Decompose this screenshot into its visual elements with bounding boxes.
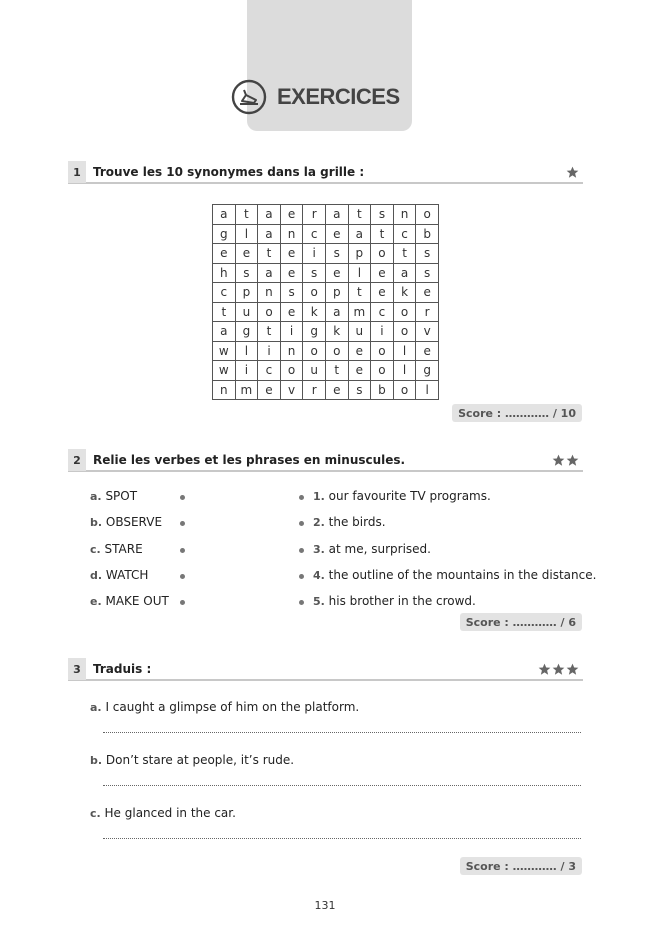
translation-sentence: [90, 700, 359, 714]
item-letter: a.: [90, 701, 102, 714]
grid-cell[interactable]: i: [371, 322, 394, 342]
verb: OBSERVE: [105, 515, 163, 529]
match-dot-left[interactable]: [180, 548, 185, 553]
grid-cell[interactable]: e: [325, 380, 348, 400]
match-left-item: [90, 542, 143, 556]
difficulty-stars: [566, 166, 579, 180]
grid-cell[interactable]: s: [235, 263, 258, 283]
grid-cell[interactable]: g: [235, 322, 258, 342]
grid-cell[interactable]: c: [213, 283, 236, 303]
grid-cell[interactable]: l: [416, 380, 439, 400]
grid-cell[interactable]: b: [371, 380, 394, 400]
grid-cell[interactable]: o: [280, 361, 303, 381]
item-letter: e.: [90, 595, 102, 608]
match-left-item: [90, 568, 148, 582]
grid-cell[interactable]: o: [371, 244, 394, 264]
match-left-item: [90, 489, 137, 503]
answer-line[interactable]: [103, 732, 581, 733]
grid-cell[interactable]: e: [280, 302, 303, 322]
verb: STARE: [104, 542, 143, 556]
grid-cell[interactable]: o: [303, 283, 326, 303]
grid-cell[interactable]: n: [280, 224, 303, 244]
grid-cell[interactable]: e: [280, 205, 303, 225]
grid-cell[interactable]: w: [213, 361, 236, 381]
phrase: our favourite TV programs.: [328, 489, 491, 503]
grid-cell[interactable]: c: [303, 224, 326, 244]
section-number: 2: [68, 449, 86, 471]
match-right-item: [313, 489, 491, 503]
page-title: EXERCICES: [277, 84, 400, 109]
grid-cell[interactable]: t: [348, 283, 371, 303]
score-box: Score : ………… / 6: [460, 613, 582, 631]
grid-cell[interactable]: a: [348, 224, 371, 244]
section-number: 3: [68, 658, 86, 680]
grid-cell[interactable]: u: [303, 361, 326, 381]
grid-row: [213, 263, 439, 283]
page-number: 131: [314, 899, 336, 912]
grid-cell[interactable]: e: [348, 341, 371, 361]
grid-cell[interactable]: k: [393, 283, 416, 303]
item-letter: c.: [90, 543, 101, 556]
grid-cell[interactable]: m: [235, 380, 258, 400]
match-dot-left[interactable]: [180, 600, 185, 605]
match-dot-left[interactable]: [180, 521, 185, 526]
pencil-writing-icon: [231, 79, 267, 115]
grid-row: [213, 341, 439, 361]
match-right-item: [313, 542, 431, 556]
grid-cell[interactable]: a: [393, 263, 416, 283]
grid-cell[interactable]: n: [213, 380, 236, 400]
item-letter: d.: [90, 569, 103, 582]
match-dot-right[interactable]: [299, 548, 304, 553]
match-left-item: [90, 515, 162, 529]
grid-cell[interactable]: t: [348, 205, 371, 225]
grid-cell[interactable]: g: [416, 361, 439, 381]
grid-cell[interactable]: t: [235, 205, 258, 225]
item-letter: b.: [90, 754, 103, 767]
grid-cell[interactable]: e: [213, 244, 236, 264]
grid-cell[interactable]: o: [393, 380, 416, 400]
grid-cell[interactable]: o: [258, 302, 281, 322]
grid-cell[interactable]: t: [325, 361, 348, 381]
grid-cell[interactable]: r: [416, 302, 439, 322]
grid-cell[interactable]: e: [416, 341, 439, 361]
match-left-item: [90, 594, 169, 608]
grid-cell[interactable]: i: [303, 244, 326, 264]
star-icon: [552, 454, 565, 467]
sentence-text: He glanced in the car.: [104, 806, 236, 820]
grid-cell[interactable]: o: [416, 205, 439, 225]
match-dot-left[interactable]: [180, 574, 185, 579]
grid-cell[interactable]: n: [393, 205, 416, 225]
grid-cell[interactable]: s: [416, 263, 439, 283]
grid-row: [213, 380, 439, 400]
item-letter: b.: [90, 516, 103, 529]
section-2-header: [68, 450, 583, 472]
grid-cell[interactable]: t: [258, 244, 281, 264]
sentence-text: Don’t stare at people, it’s rude.: [105, 753, 295, 767]
section-title: Trouve les 10 synonymes dans la grille :: [93, 165, 365, 179]
star-icon: [566, 166, 579, 179]
grid-cell[interactable]: g: [213, 224, 236, 244]
grid-cell[interactable]: p: [235, 283, 258, 303]
grid-cell[interactable]: e: [280, 263, 303, 283]
star-icon: [566, 663, 579, 676]
grid-cell[interactable]: s: [325, 244, 348, 264]
grid-cell[interactable]: k: [325, 322, 348, 342]
grid-cell[interactable]: l: [393, 361, 416, 381]
answer-line[interactable]: [103, 785, 581, 786]
grid-cell[interactable]: e: [325, 263, 348, 283]
sentence-text: I caught a glimpse of him on the platform.: [105, 700, 360, 714]
grid-cell[interactable]: v: [416, 322, 439, 342]
grid-cell[interactable]: l: [235, 341, 258, 361]
grid-cell[interactable]: o: [325, 341, 348, 361]
translation-sentence: [90, 806, 236, 820]
grid-cell[interactable]: a: [258, 205, 281, 225]
grid-cell[interactable]: l: [235, 224, 258, 244]
match-dot-right[interactable]: [299, 600, 304, 605]
grid-cell[interactable]: i: [258, 341, 281, 361]
grid-cell[interactable]: t: [213, 302, 236, 322]
section-3-header: [68, 659, 583, 681]
item-number: 4.: [313, 569, 325, 582]
star-icon: [552, 663, 565, 676]
grid-row: [213, 302, 439, 322]
grid-cell[interactable]: g: [303, 322, 326, 342]
grid-cell[interactable]: e: [280, 244, 303, 264]
phrase: his brother in the crowd.: [328, 594, 476, 608]
grid-row: [213, 283, 439, 303]
section-number: 1: [68, 161, 86, 183]
star-icon: [566, 454, 579, 467]
grid-cell[interactable]: o: [371, 361, 394, 381]
grid-cell[interactable]: a: [258, 224, 281, 244]
grid-cell[interactable]: k: [303, 302, 326, 322]
grid-cell[interactable]: h: [213, 263, 236, 283]
grid-row: [213, 361, 439, 381]
grid-cell[interactable]: e: [371, 263, 394, 283]
grid-cell[interactable]: e: [348, 361, 371, 381]
verb: WATCH: [105, 568, 149, 582]
match-dot-right[interactable]: [299, 521, 304, 526]
grid-cell[interactable]: r: [303, 205, 326, 225]
grid-cell[interactable]: l: [348, 263, 371, 283]
match-right-item: [313, 568, 596, 582]
item-number: 3.: [313, 543, 325, 556]
grid-cell[interactable]: e: [416, 283, 439, 303]
grid-cell[interactable]: o: [393, 322, 416, 342]
grid-cell[interactable]: p: [348, 244, 371, 264]
grid-cell[interactable]: o: [393, 302, 416, 322]
translation-sentence: [90, 753, 294, 767]
phrase: the outline of the mountains in the distance.: [328, 568, 597, 582]
grid-cell[interactable]: w: [213, 341, 236, 361]
item-letter: a.: [90, 490, 102, 503]
match-right-item: [313, 515, 386, 529]
difficulty-stars: [538, 663, 579, 677]
grid-cell[interactable]: r: [303, 380, 326, 400]
grid-cell[interactable]: n: [280, 341, 303, 361]
star-icon: [538, 663, 551, 676]
grid-cell[interactable]: u: [348, 322, 371, 342]
grid-row: [213, 205, 439, 225]
word-search-grid: [212, 204, 439, 400]
grid-cell[interactable]: c: [393, 224, 416, 244]
grid-cell[interactable]: b: [416, 224, 439, 244]
grid-cell[interactable]: t: [393, 244, 416, 264]
match-dot-right[interactable]: [299, 495, 304, 500]
score-box: Score : ………… / 10: [452, 404, 582, 422]
grid-cell[interactable]: o: [371, 341, 394, 361]
grid-cell[interactable]: s: [348, 380, 371, 400]
phrase: the birds.: [328, 515, 386, 529]
grid-cell[interactable]: a: [213, 322, 236, 342]
grid-cell[interactable]: c: [371, 302, 394, 322]
section-title: Relie les verbes et les phrases en minuscules.: [93, 453, 406, 467]
match-dot-right[interactable]: [299, 574, 304, 579]
score-box: Score : ………… / 3: [460, 857, 582, 875]
grid-cell[interactable]: s: [303, 263, 326, 283]
grid-cell[interactable]: o: [303, 341, 326, 361]
grid-cell[interactable]: s: [371, 205, 394, 225]
match-dot-left[interactable]: [180, 495, 185, 500]
grid-cell[interactable]: c: [258, 361, 281, 381]
grid-cell[interactable]: e: [371, 283, 394, 303]
grid-row: [213, 224, 439, 244]
grid-cell[interactable]: e: [235, 244, 258, 264]
grid-cell[interactable]: s: [280, 283, 303, 303]
grid-cell[interactable]: s: [416, 244, 439, 264]
exercises-title: [231, 79, 400, 115]
grid-cell[interactable]: m: [348, 302, 371, 322]
grid-cell[interactable]: a: [325, 205, 348, 225]
grid-cell[interactable]: v: [280, 380, 303, 400]
item-number: 5.: [313, 595, 325, 608]
grid-row: [213, 244, 439, 264]
grid-cell[interactable]: p: [325, 283, 348, 303]
item-number: 1.: [313, 490, 325, 503]
grid-cell[interactable]: t: [371, 224, 394, 244]
answer-line[interactable]: [103, 838, 581, 839]
grid-cell[interactable]: i: [280, 322, 303, 342]
section-title: Traduis :: [93, 662, 152, 676]
grid-cell[interactable]: e: [258, 380, 281, 400]
grid-cell[interactable]: a: [258, 263, 281, 283]
item-letter: c.: [90, 807, 101, 820]
verb: MAKE OUT: [105, 594, 169, 608]
grid-row: [213, 322, 439, 342]
grid-cell[interactable]: e: [325, 224, 348, 244]
grid-cell[interactable]: u: [235, 302, 258, 322]
section-1-header: [68, 162, 583, 184]
grid-cell[interactable]: i: [235, 361, 258, 381]
grid-cell[interactable]: n: [258, 283, 281, 303]
difficulty-stars: [552, 454, 579, 468]
grid-cell[interactable]: a: [213, 205, 236, 225]
verb: SPOT: [105, 489, 138, 503]
grid-cell[interactable]: l: [393, 341, 416, 361]
phrase: at me, surprised.: [328, 542, 431, 556]
grid-cell[interactable]: t: [258, 322, 281, 342]
match-right-item: [313, 594, 476, 608]
item-number: 2.: [313, 516, 325, 529]
grid-cell[interactable]: a: [325, 302, 348, 322]
